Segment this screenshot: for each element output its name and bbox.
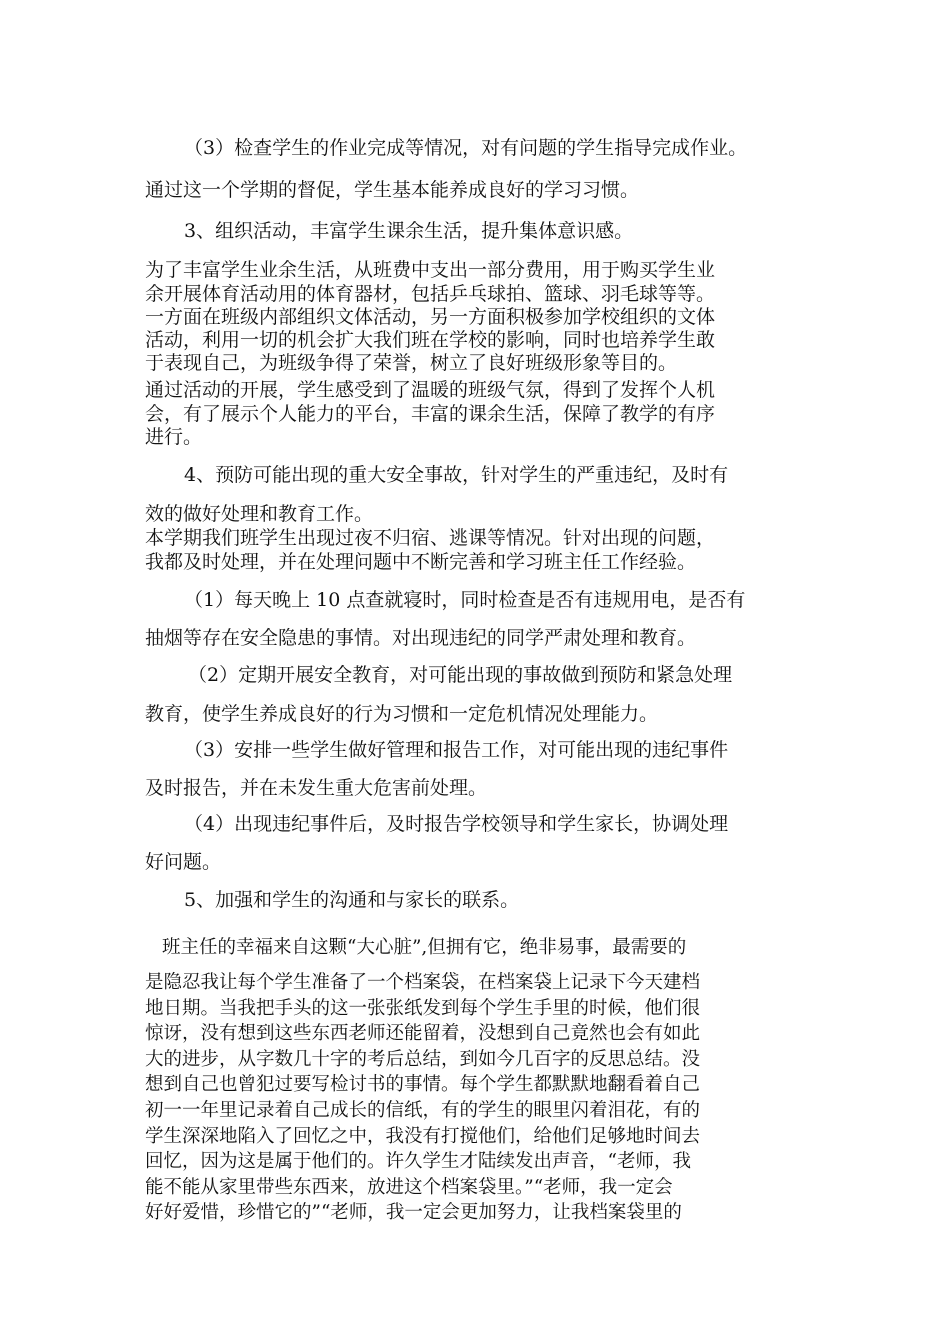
text-line: 进行。: [145, 426, 203, 448]
text-line: 会，有了展示个人能力的平台，丰富的课余生活，保障了教学的有序: [145, 403, 716, 425]
text-line: （3）安排一些学生做好管理和报告工作，对可能出现的违纪事件: [184, 739, 729, 761]
text-line: 通过这一个学期的督促，学生基本能养成良好的学习习惯。: [145, 179, 640, 201]
text-line: 通过活动的开展，学生感受到了温暖的班级气氛，得到了发挥个人机: [145, 379, 716, 401]
text-line: 及时报告，并在未发生重大危害前处理。: [145, 777, 488, 799]
text-line: 余开展体育活动用的体育器材，包括乒乓球拍、篮球、羽毛球等等。: [145, 283, 716, 305]
text-line: （2）定期开展安全教育，对可能出现的事故做到预防和紧急处理: [188, 664, 733, 686]
section-heading: 3、组织活动，丰富学生课余生活，提升集体意识感。: [184, 220, 634, 242]
text-line: 效的做好处理和教育工作。: [145, 503, 374, 525]
text-line: 一方面在班级内部组织文体活动，另一方面积极参加学校组织的文体: [145, 306, 716, 328]
text-line: 好好爱惜，珍惜它的”“老师，我一定会更加努力，让我档案袋里的: [145, 1202, 682, 1223]
text-line: （3）检查学生的作业完成等情况，对有问题的学生指导完成作业。: [184, 137, 748, 159]
text-line: 地日期。当我把手头的这一张张纸发到每个学生手里的时候，他们很: [145, 998, 701, 1019]
text-line: 初一一年里记录着自己成长的信纸，有的学生的眼里闪着泪花，有的: [145, 1100, 701, 1121]
text-line: 想到自己也曾犯过要写检讨书的事情。每个学生都默默地翻看着自己: [145, 1074, 701, 1095]
text-line: 班主任的幸福来自这颗“大心脏”,但拥有它，绝非易事，最需要的: [162, 937, 687, 958]
section-heading: 5、加强和学生的沟通和与家长的联系。: [184, 889, 520, 911]
text-line: 是隐忍我让每个学生准备了一个档案袋，在档案袋上记录下今天建档: [145, 972, 701, 993]
section-heading: 4、预防可能出现的重大安全事故，针对学生的严重违纪，及时有: [184, 464, 729, 486]
text-line: 本学期我们班学生出现过夜不归宿、逃课等情况。针对出现的问题，: [145, 527, 716, 549]
text-line: 我都及时处理，并在处理问题中不断完善和学习班主任工作经验。: [145, 551, 697, 573]
text-line: 回忆，因为这是属于他们的。许久学生才陆续发出声音，“老师，我: [145, 1151, 691, 1172]
text-line: （1）每天晚上 10 点查就寝时，同时检查是否有违规用电，是否有: [184, 589, 746, 611]
text-line: 活动，利用一切的机会扩大我们班在学校的影响，同时也培养学生敢: [145, 329, 716, 351]
text-line: 能不能从家里带些东西来，放进这个档案袋里。”“老师，我一定会: [145, 1177, 673, 1198]
text-line: （4）出现违纪事件后，及时报告学校领导和学生家长，协调处理: [184, 813, 729, 835]
text-line: 抽烟等存在安全隐患的事情。对出现违纪的同学严肃处理和教育。: [145, 627, 697, 649]
text-line: 学生深深地陷入了回忆之中，我没有打搅他们，给他们足够地时间去: [145, 1126, 701, 1147]
text-line: 教育，使学生养成良好的行为习惯和一定危机情况处理能力。: [145, 703, 659, 725]
text-line: 惊讶，没有想到这些东西老师还能留着，没想到自己竟然也会有如此: [145, 1023, 701, 1044]
text-line: 好问题。: [145, 851, 222, 873]
text-line: 为了丰富学生业余生活，从班费中支出一部分费用，用于购买学生业: [145, 259, 716, 281]
text-line: 大的进步，从字数几十字的考后总结，到如今几百字的反思总结。没: [145, 1049, 701, 1070]
text-line: 于表现自己，为班级争得了荣誉，树立了良好班级形象等目的。: [145, 352, 678, 374]
